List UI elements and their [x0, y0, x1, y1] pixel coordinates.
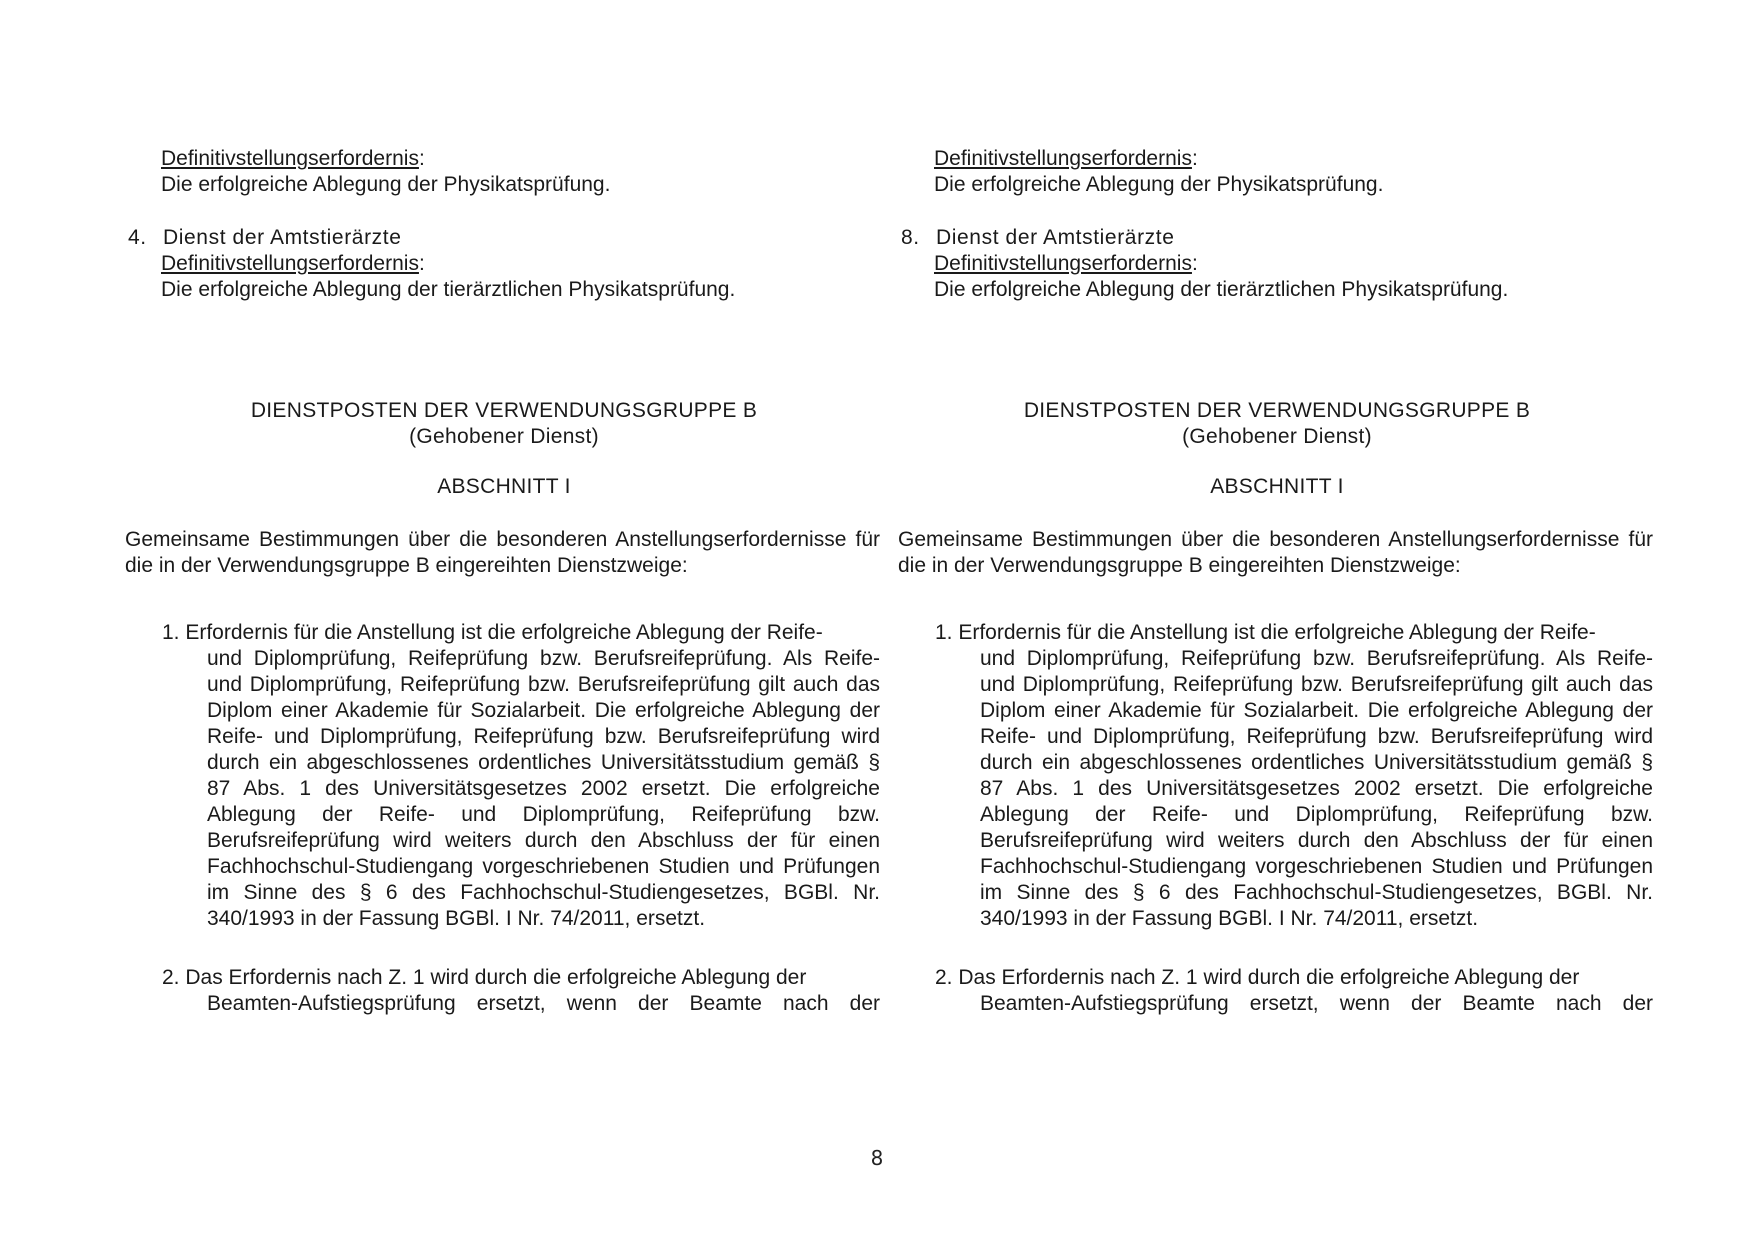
section-title: ABSCHNITT I	[1210, 475, 1344, 498]
item-title: Dienst der Amtstierärzte	[163, 226, 402, 249]
definitive-requirement-block	[901, 146, 1686, 198]
group-title: DIENSTPOSTEN DER VERWENDUNGSGRUPPE B	[1023, 399, 1531, 422]
paragraph-1-first-line: 1. Erfordernis für die Anstellung ist die erfolgreiche Ablegung der Reife-	[162, 621, 823, 644]
requirement-text: Die erfolgreiche Ablegung der Physikatsprüfung.	[934, 173, 1384, 196]
item-requirement-heading	[128, 251, 880, 277]
group-heading	[128, 398, 880, 450]
right-column	[898, 0, 1653, 1241]
requirement-colon: :	[1191, 147, 1198, 170]
item-requirement-text: Die erfolgreiche Ablegung der tierärztlichen Physikatsprüfung.	[934, 278, 1509, 301]
item-requirement-label: Definitivstellungserfordernis	[161, 252, 419, 275]
group-subtitle: (Gehobener Dienst)	[1182, 425, 1372, 448]
paragraph-1-body: und Diplomprüfung, Reifeprüfung bzw. Berufsreifeprüfung. Als Reife- und Diplomprüfung, Reifeprüfung bzw. Berufsreifeprüfung gilt auch das Diplom einer Akademie für Sozialarbeit. Die erfolgreiche Ablegung der Reife- und Diplomprüfung, Reifeprüfung bzw. Berufsreifeprüfung wird durch ein abgeschlossenes ordentliches Universitätsstudium gemäß § 87 Abs. 1 des Universitätsgesetzes 2002 ersetzt. Die erfolgreiche Ablegung der Reife- und Diplomprüfung, Reifeprüfung bzw. Berufsreifeprüfung wird weiters durch den Abschluss der für einen Fachhochschul-Studiengang vorgeschriebenen Studien und Prüfungen im Sinne des § 6 des Fachhochschul-Studiengesetzes, BGBl. Nr. 340/1993 in der Fassung BGBl. I Nr. 74/2011, ersetzt.	[207, 647, 880, 930]
group-heading	[901, 398, 1653, 450]
group-title: DIENSTPOSTEN DER VERWENDUNGSGRUPPE B	[250, 399, 758, 422]
requirement-label: Definitivstellungserfordernis	[934, 147, 1192, 170]
numbered-service-item	[901, 225, 1653, 303]
intro-paragraph: Gemeinsame Bestimmungen über die besonderen Anstellungserfordernisse für die in der Verwendungsgruppe B eingereihten Dienstzweige:	[898, 528, 1653, 577]
paragraph-2-body: Beamten-Aufstiegsprüfung ersetzt, wenn der Beamte nach der	[207, 992, 880, 1015]
numbered-paragraph-1	[162, 620, 880, 932]
item-title: Dienst der Amtstierärzte	[936, 226, 1175, 249]
item-requirement-label: Definitivstellungserfordernis	[934, 252, 1192, 275]
page-number: 8	[870, 1146, 884, 1170]
item-requirement-heading	[901, 251, 1653, 277]
intro-paragraph: Gemeinsame Bestimmungen über die besonderen Anstellungserfordernisse für die in der Verwendungsgruppe B eingereihten Dienstzweige:	[125, 528, 880, 577]
item-requirement-text: Die erfolgreiche Ablegung der tierärztlichen Physikatsprüfung.	[161, 278, 736, 301]
numbered-paragraph-2	[935, 965, 1653, 1017]
paragraph-1-first-line: 1. Erfordernis für die Anstellung ist die erfolgreiche Ablegung der Reife-	[935, 621, 1596, 644]
requirement-heading	[161, 146, 913, 172]
left-column	[125, 0, 880, 1241]
requirement-colon: :	[418, 147, 425, 170]
paragraph-1-body: und Diplomprüfung, Reifeprüfung bzw. Berufsreifeprüfung. Als Reife- und Diplomprüfung, Reifeprüfung bzw. Berufsreifeprüfung gilt auch das Diplom einer Akademie für Sozialarbeit. Die erfolgreiche Ablegung der Reife- und Diplomprüfung, Reifeprüfung bzw. Berufsreifeprüfung wird durch ein abgeschlossenes ordentliches Universitätsstudium gemäß § 87 Abs. 1 des Universitätsgesetzes 2002 ersetzt. Die erfolgreiche Ablegung der Reife- und Diplomprüfung, Reifeprüfung bzw. Berufsreifeprüfung wird weiters durch den Abschluss der für einen Fachhochschul-Studiengang vorgeschriebenen Studien und Prüfungen im Sinne des § 6 des Fachhochschul-Studiengesetzes, BGBl. Nr. 340/1993 in der Fassung BGBl. I Nr. 74/2011, ersetzt.	[980, 647, 1653, 930]
item-heading	[901, 225, 1653, 251]
item-number: 8.	[901, 226, 920, 249]
requirement-text: Die erfolgreiche Ablegung der Physikatsprüfung.	[161, 173, 611, 196]
group-subtitle: (Gehobener Dienst)	[409, 425, 599, 448]
requirement-label: Definitivstellungserfordernis	[161, 147, 419, 170]
numbered-paragraph-2	[162, 965, 880, 1017]
numbered-paragraph-1	[935, 620, 1653, 932]
paragraph-2-body: Beamten-Aufstiegsprüfung ersetzt, wenn der Beamte nach der	[980, 992, 1653, 1015]
item-number: 4.	[128, 226, 147, 249]
paragraph-2-first-line: 2. Das Erfordernis nach Z. 1 wird durch die erfolgreiche Ablegung der	[162, 966, 807, 989]
item-heading	[128, 225, 880, 251]
section-title: ABSCHNITT I	[437, 475, 571, 498]
item-requirement-colon: :	[1191, 252, 1198, 275]
definitive-requirement-block	[128, 146, 913, 198]
paragraph-2-first-line: 2. Das Erfordernis nach Z. 1 wird durch die erfolgreiche Ablegung der	[935, 966, 1580, 989]
numbered-service-item	[128, 225, 880, 303]
requirement-heading	[934, 146, 1686, 172]
item-requirement-colon: :	[418, 252, 425, 275]
